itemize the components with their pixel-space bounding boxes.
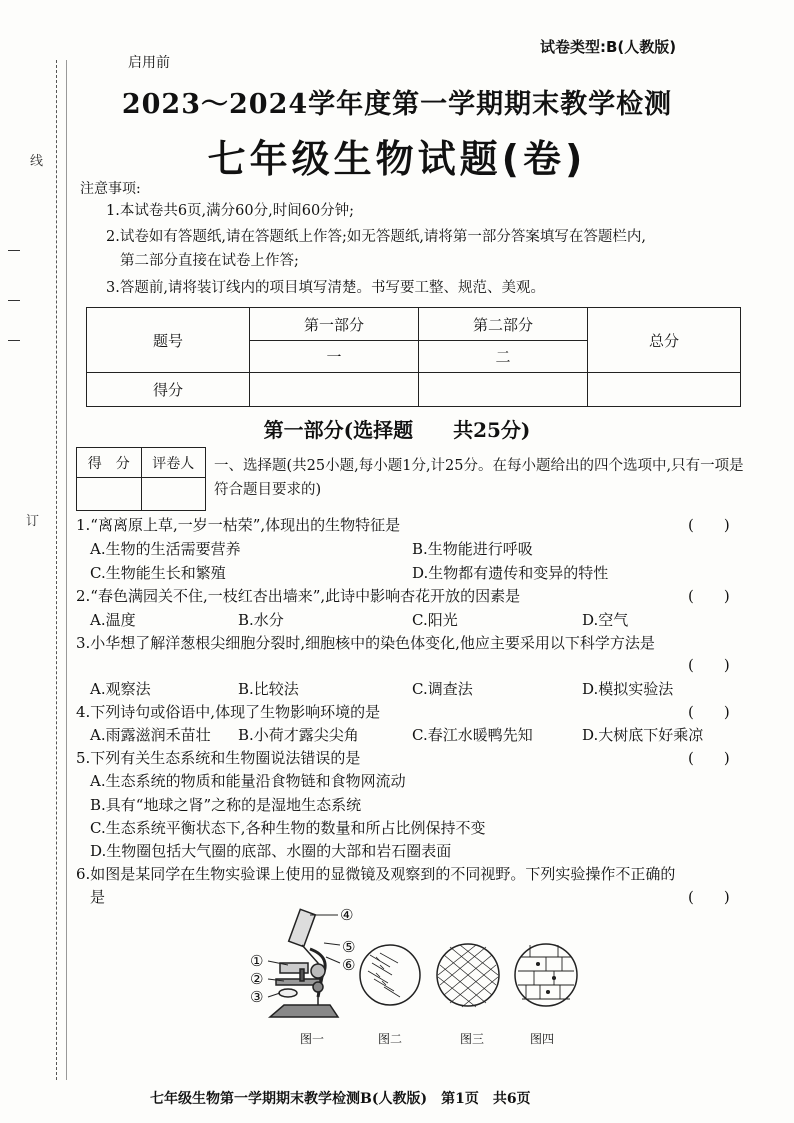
score-cell-part1[interactable] bbox=[250, 373, 419, 407]
score-table-part2: 第二部分 bbox=[419, 308, 588, 341]
question-stem: 2.“春色满园关不住,一枝红杏出墙来”,此诗中影响杏花开放的因素是 bbox=[76, 587, 521, 605]
grader-score-label: 得 分 bbox=[77, 448, 142, 478]
score-table-tihao: 题号 bbox=[87, 308, 250, 373]
binding-dashed-line bbox=[56, 60, 57, 1080]
figure-marker: ④ bbox=[340, 906, 354, 924]
binding-staple-char: 订 bbox=[26, 514, 40, 529]
grader-table bbox=[76, 447, 206, 511]
score-table bbox=[86, 307, 741, 407]
option: D.大树底下好乘凉 bbox=[582, 726, 704, 744]
view-circle-3 bbox=[437, 944, 499, 1007]
answer-paren[interactable]: ( ) bbox=[688, 587, 730, 605]
question-stem: 3.小华想了解洋葱根尖细胞分裂时,细胞核中的染色体变化,他应主要采用以下科学方法是 bbox=[76, 634, 655, 652]
grader-score-cell[interactable] bbox=[77, 478, 142, 511]
option: B.水分 bbox=[238, 611, 284, 629]
binding-solid-line bbox=[66, 60, 67, 1080]
figure-label-2: 图二 bbox=[378, 1032, 403, 1046]
notes-heading: 注意事项: bbox=[80, 181, 141, 197]
note-item: 2.试卷如有答题纸,请在答题纸上作答;如无答题纸,请将第一部分答案填写在答题栏内, bbox=[106, 229, 647, 245]
question-stem: 1.“离离原上草,一岁一枯荣”,体现出的生物特征是 bbox=[76, 516, 401, 534]
note-item: 1.本试卷共6页,满分60分,时间60分钟; bbox=[106, 203, 355, 219]
option: B.比较法 bbox=[238, 680, 299, 698]
option: A.生物的生活需要营养 bbox=[90, 540, 241, 558]
grader-name-label: 评卷人 bbox=[141, 448, 206, 478]
figure-marker: ⑤ bbox=[342, 938, 356, 956]
option: B.小荷才露尖尖角 bbox=[238, 726, 359, 744]
option: D.生物都有遗传和变异的特性 bbox=[412, 564, 609, 582]
figure-label-1: 图一 bbox=[300, 1032, 325, 1046]
answer-paren[interactable]: ( ) bbox=[688, 516, 730, 534]
score-table-roman1: 一 bbox=[250, 341, 419, 373]
option: B.生物能进行呼吸 bbox=[412, 540, 533, 558]
grader-name-cell[interactable] bbox=[141, 478, 206, 511]
score-table-defen: 得分 bbox=[87, 373, 250, 407]
score-cell-total[interactable] bbox=[588, 373, 741, 407]
answer-paren[interactable]: ( ) bbox=[688, 656, 730, 674]
answer-paren[interactable]: ( ) bbox=[688, 888, 730, 906]
question-stem: 4.下列诗句或俗语中,体现了生物影响环境的是 bbox=[76, 703, 381, 721]
option: D.模拟实验法 bbox=[582, 680, 674, 698]
figure-marker: ② bbox=[250, 970, 264, 988]
score-table-part1: 第一部分 bbox=[250, 308, 419, 341]
option: C.生物能生长和繁殖 bbox=[90, 564, 226, 582]
figure-label-4: 图四 bbox=[530, 1032, 555, 1046]
option: C.阳光 bbox=[412, 611, 458, 629]
option: A.生态系统的物质和能量沿食物链和食物网流动 bbox=[90, 772, 406, 790]
top-left-note: 启用前 bbox=[128, 55, 170, 71]
figure-marker: ① bbox=[250, 952, 264, 970]
note-item: 3.答题前,请将装订线内的项目填写清楚。书写要工整、规范、美观。 bbox=[106, 280, 545, 296]
part-title: 第一部分(选择题 共25分) bbox=[263, 418, 531, 442]
score-table-total: 总分 bbox=[588, 308, 741, 373]
answer-paren[interactable]: ( ) bbox=[688, 703, 730, 721]
option: C.春江水暖鸭先知 bbox=[412, 726, 533, 744]
page-footer: 七年级生物第一学期期末教学检测B(人教版) 第1页 共6页 bbox=[150, 1091, 531, 1107]
section-heading: 一、选择题(共25小题,每小题1分,计25分。在每小题给出的四个选项中,只有一项是符合题目要求的) bbox=[214, 458, 744, 498]
score-cell-part2[interactable] bbox=[419, 373, 588, 407]
option: B.具有“地球之肾”之称的是湿地生态系统 bbox=[90, 796, 362, 814]
answer-paren[interactable]: ( ) bbox=[688, 749, 730, 767]
binding-line-char: 线 bbox=[30, 154, 44, 169]
question-stem: 6.如图是某同学在生物实验课上使用的显微镜及观察到的不同视野。下列实验操作不正确的 bbox=[76, 865, 676, 883]
exam-title: 2023～2024学年度第一学期期末教学检测 bbox=[121, 89, 673, 120]
figure-marker: ⑥ bbox=[342, 956, 356, 974]
option: D.生物圈包括大气圈的底部、水圈的大部和岩石圈表面 bbox=[90, 842, 452, 860]
question-stem-cont: 是 bbox=[90, 888, 106, 906]
note-item: 第二部分直接在试卷上作答; bbox=[120, 253, 299, 269]
option: C.生态系统平衡状态下,各种生物的数量和所占比例保持不变 bbox=[90, 819, 486, 837]
option: C.调查法 bbox=[412, 680, 473, 698]
option: A.雨露滋润禾苗壮 bbox=[90, 726, 211, 744]
binding-tick bbox=[8, 300, 20, 301]
question-stem: 5.下列有关生态系统和生物圈说法错误的是 bbox=[76, 749, 361, 767]
option: A.观察法 bbox=[90, 680, 151, 698]
view-circle-4 bbox=[515, 944, 577, 1006]
score-table-roman2: 二 bbox=[419, 341, 588, 373]
binding-tick bbox=[8, 250, 20, 251]
microscope-figure bbox=[240, 905, 590, 1040]
figure-label-3: 图三 bbox=[460, 1032, 485, 1046]
paper-type: 试卷类型:B(人教版) bbox=[540, 38, 677, 56]
binding-tick bbox=[8, 340, 20, 341]
view-circle-2 bbox=[360, 945, 420, 1005]
option: D.空气 bbox=[582, 611, 629, 629]
figure-marker: ③ bbox=[250, 988, 264, 1006]
option: A.温度 bbox=[90, 611, 136, 629]
exam-subtitle: 七年级生物试题(卷) bbox=[207, 137, 587, 181]
